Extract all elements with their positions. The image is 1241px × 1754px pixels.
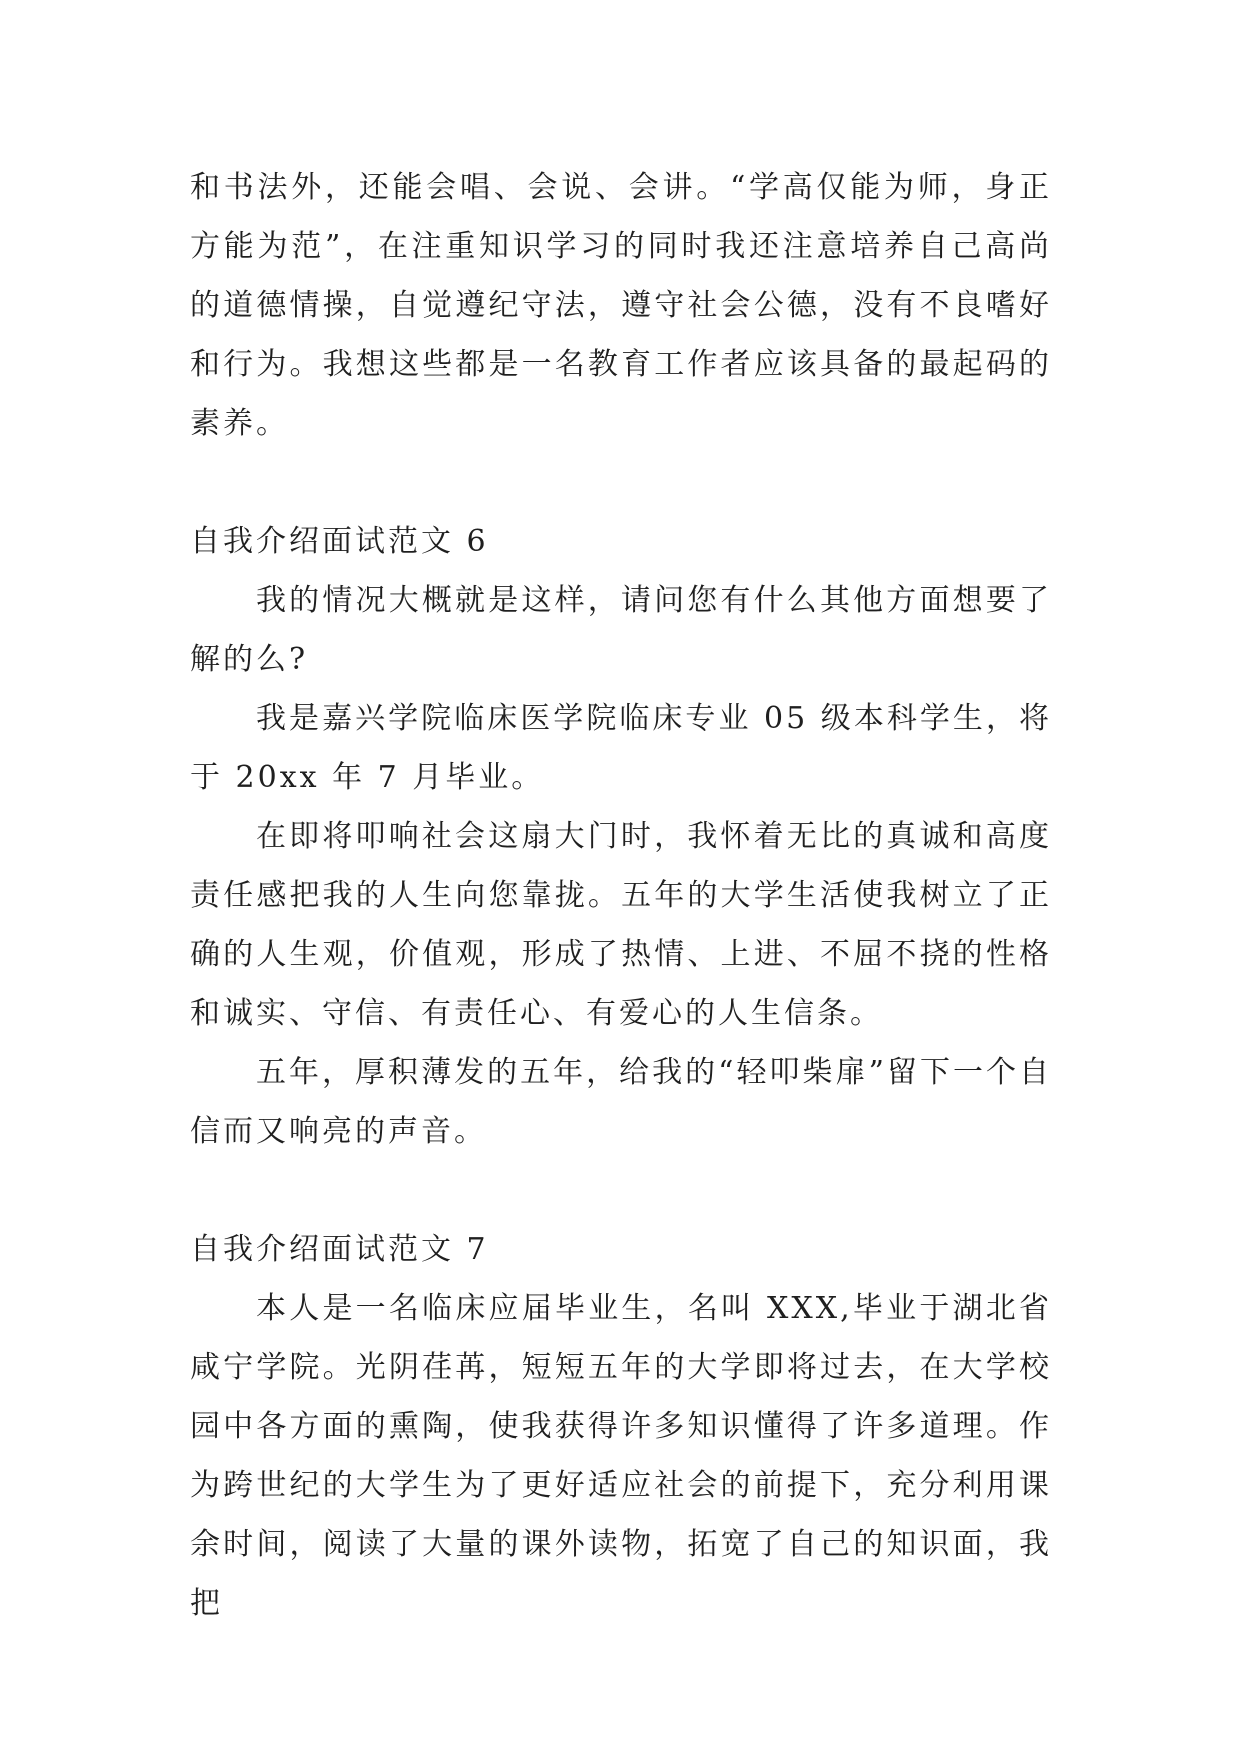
paragraph: 五年，厚积薄发的五年，给我的“轻叩柴扉”留下一个自信而又响亮的声音。: [190, 1055, 1052, 1149]
paragraph: 我是嘉兴学院临床医学院临床专业 05 级本科学生，将于 20xx 年 7 月毕业。: [190, 701, 1052, 795]
section-heading: 自我介绍面试范文 6: [190, 524, 489, 559]
section-spacer: [190, 1161, 1052, 1220]
paragraph: 我的情况大概就是这样，请问您有什么其他方面想要了解的么?: [190, 583, 1052, 677]
document-body: [190, 158, 1052, 1633]
section-heading: 自我介绍面试范文 7: [190, 1232, 489, 1267]
section-spacer: [190, 453, 1052, 512]
paragraph: 本人是一名临床应届毕业生，名叫 XXX,毕业于湖北省咸宁学院。光阴荏苒，短短五年的大学即将过去，在大学校园中各方面的熏陶，使我获得许多知识懂得了许多道理。作为跨世纪的大学生为了更好适应社会的前提下，充分利用课余时间，阅读了大量的课外读物，拓宽了自己的知识面，我把: [190, 1291, 1052, 1621]
paragraph: 在即将叩响社会这扇大门时，我怀着无比的真诚和高度责任感把我的人生向您靠拢。五年的大学生活使我树立了正确的人生观，价值观，形成了热情、上进、不屈不挠的性格和诚实、守信、有责任心、有爱心的人生信条。: [190, 819, 1052, 1031]
paragraph: 和书法外，还能会唱、会说、会讲。“学高仅能为师，身正方能为范”，在注重知识学习的同时我还注意培养自己高尚的道德情操，自觉遵纪守法，遵守社会公德，没有不良嗜好和行为。我想这些都是一名教育工作者应该具备的最起码的素养。: [190, 170, 1052, 441]
